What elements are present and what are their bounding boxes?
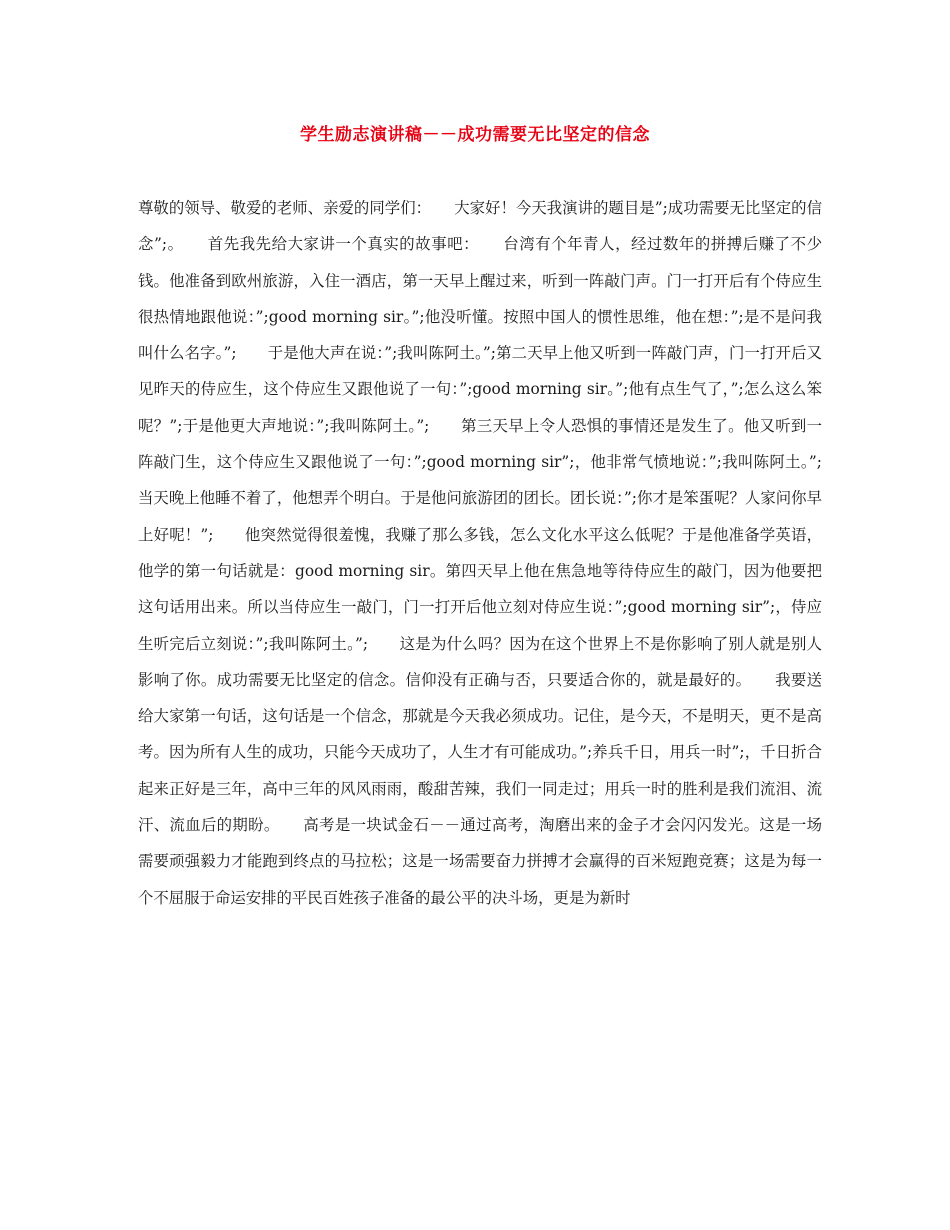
document-title: 学生励志演讲稿－－成功需要无比坚定的信念 <box>300 125 650 145</box>
document-body: 尊敬的领导、敬爱的老师、亲爱的同学们： 大家好！今天我演讲的题目是”;成功需要无比坚定的信念”;。 首先我先给大家讲一个真实的故事吧： 台湾有个年青人，经过数年的拼搏后赚了不少钱。他准备到欧州旅游，入住一酒店，第一天早上醒过来，听到一阵敲门声。门一打开后有个侍应生很热情地跟他说：”;good morning sir。”;他没听懂。按照中国人的惯性思维，他在想：”;是不是问我叫什么名字。”; 于是他大声在说：”;我叫陈阿土。”;第二天早上他又听到一阵敲门声，门一打开后又见昨天的侍应生，这个侍应生又跟他说了一句：”;good morning sir。”;他有点生气了，”;怎么这么笨呢？”;于是他更大声地说：”;我叫陈阿土。”; 第三天早上令人恐惧的事情还是发生了。他又听到一阵敲门生，这个侍应生又跟他说了一句：”;good morning sir”;，他非常气愤地说：”;我叫陈阿土。”;当天晚上他睡不着了，他想弄个明白。于是他问旅游团的团长。团长说：”;你才是笨蛋呢？人家问你早上好呢！”; 他突然觉得很羞愧，我赚了那么多钱，怎么文化水平这么低呢？于是他准备学英语，他学的第一句话就是：good morning sir。第四天早上他在焦急地等待侍应生的敲门，因为他要把这句话用出来。所以当侍应生一敲门，门一打开后他立刻对侍应生说：”;good morning sir”;，侍应生听完后立刻说：”;我叫陈阿土。”; 这是为什么吗？因为在这个世界上不是你影响了别人就是别人影响了你。成功需要无比坚定的信念。信仰没有正确与否，只要适合你的，就是最好的。 我要送给大家第一句话，这句话是一个信念，那就是今天我必须成功。记住，是今天，不是明天，更不是高考。因为所有人生的成功，只能今天成功了，人生才有可能成功。”;养兵千日，用兵一时”;，千日折合起来正好是三年，高中三年的风风雨雨，酸甜苦辣，我们一同走过；用兵一时的胜利是我们流泪、流汗、流血后的期盼。 高考是一块试金石－－通过高考，淘磨出来的金子才会闪闪发光。这是一场需要顽强毅力才能跑到终点的马拉松；这是一场需要奋力拼搏才会赢得的百米短跑竞赛；这是为每一个不屈服于命运安排的平民百姓孩子准备的最公平的决斗场，更是为新时 <box>138 199 822 907</box>
